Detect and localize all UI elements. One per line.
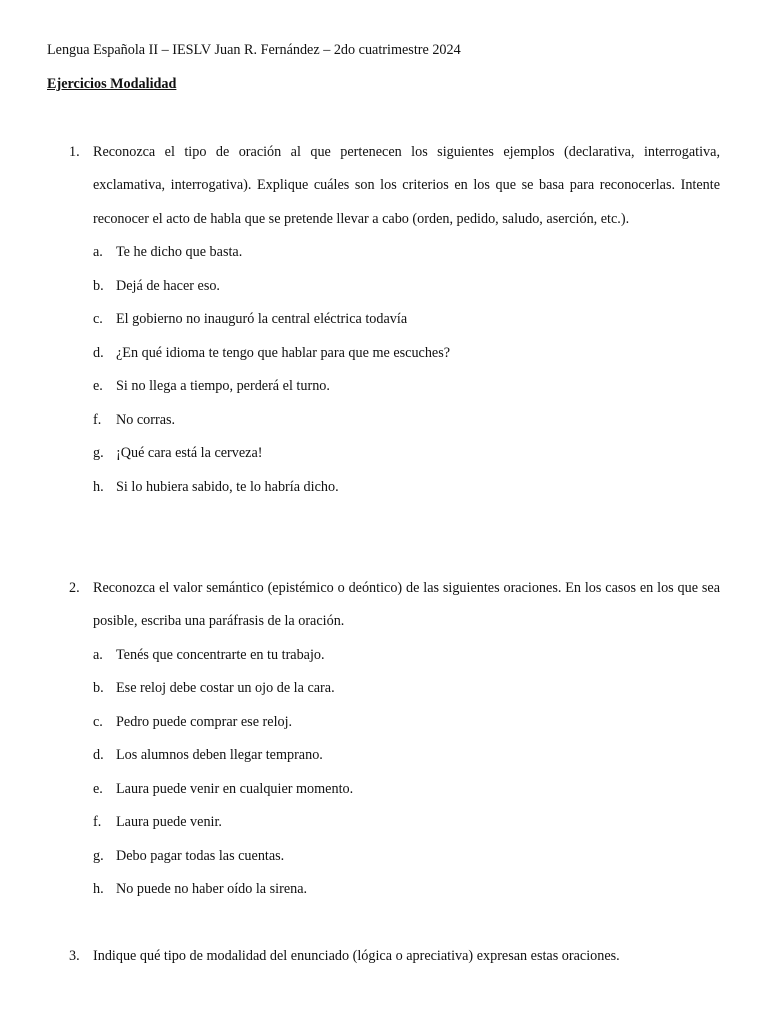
- item-text: Te he dicho que basta.: [116, 244, 243, 261]
- item-text: Si lo hubiera sabido, te lo habría dicho.: [116, 478, 339, 495]
- item-text: Debo pagar todas las cuentas.: [116, 847, 285, 864]
- list-item: [93, 337, 720, 371]
- item-text: Laura puede venir en cualquier momento.: [116, 780, 354, 797]
- item-text: Pedro puede comprar ese reloj.: [116, 713, 293, 730]
- item-text: Si no llega a tiempo, perderá el turno.: [116, 378, 330, 395]
- item-letter: a.: [93, 646, 103, 663]
- item-list: [93, 639, 720, 907]
- item-letter: b.: [93, 277, 104, 294]
- item-text: ¡Qué cara está la cerveza!: [116, 445, 263, 462]
- item-letter: f.: [93, 814, 102, 831]
- item-letter: d.: [93, 344, 104, 361]
- item-letter: h.: [93, 881, 104, 898]
- item-text: Dejá de hacer eso.: [116, 277, 220, 294]
- item-letter: d.: [93, 747, 104, 764]
- list-item: [93, 706, 720, 740]
- list-item: [93, 672, 720, 706]
- item-letter: f.: [93, 411, 102, 428]
- item-letter: g.: [93, 847, 104, 864]
- question-number: 1.: [69, 144, 80, 160]
- list-item: [93, 739, 720, 773]
- list-item: [93, 471, 720, 505]
- item-text: El gobierno no inauguró la central eléctrica todavía: [116, 311, 408, 328]
- list-item: [93, 370, 720, 404]
- item-letter: e.: [93, 378, 103, 395]
- item-letter: c.: [93, 311, 103, 328]
- item-letter: h.: [93, 478, 104, 495]
- item-letter: g.: [93, 445, 104, 462]
- list-item: [93, 437, 720, 471]
- item-text: Ese reloj debe costar un ojo de la cara.: [116, 680, 335, 697]
- item-text: ¿En qué idioma te tengo que hablar para que me escuches?: [116, 344, 451, 361]
- item-list: [93, 236, 720, 504]
- item-text: Laura puede venir.: [116, 814, 222, 831]
- list-item: [93, 639, 720, 673]
- question-1: [47, 136, 720, 504]
- list-item: [93, 840, 720, 874]
- list-item: [93, 303, 720, 337]
- question-text: Reconozca el valor semántico (epistémico o deóntico) de las siguientes oraciones. En los casos en los que sea posible, escriba una paráfrasis de la oración.: [93, 580, 720, 630]
- list-item: [93, 773, 720, 807]
- list-item: [93, 404, 720, 438]
- question-3: [47, 940, 720, 973]
- list-item: [93, 806, 720, 840]
- question-number: 2.: [69, 580, 80, 596]
- item-letter: e.: [93, 780, 103, 797]
- item-text: Los alumnos deben llegar temprano.: [116, 747, 323, 764]
- item-letter: b.: [93, 680, 104, 697]
- document-title: Ejercicios Modalidad: [47, 76, 177, 92]
- question-number: 3.: [69, 948, 80, 964]
- list-item: [93, 873, 720, 907]
- document-header: Lengua Española II – IESLV Juan R. Fernández – 2do cuatrimestre 2024: [47, 42, 461, 58]
- item-text: Tenés que concentrarte en tu trabajo.: [116, 646, 325, 663]
- question-text: Reconozca el tipo de oración al que pertenecen los siguientes ejemplos (declarativa, interrogativa, exclamativa, interrogativa). Explique cuáles son los criterios en los que se basa para reconocerlas. Intente reconocer el acto de habla que se pretende llevar a cabo (orden, pedido, saludo, aserción, etc.).: [93, 144, 720, 227]
- item-letter: a.: [93, 244, 103, 261]
- item-text: No puede no haber oído la sirena.: [116, 881, 308, 898]
- list-item: [93, 270, 720, 304]
- item-text: No corras.: [116, 411, 176, 428]
- list-item: [93, 236, 720, 270]
- question-2: [47, 572, 720, 907]
- item-letter: c.: [93, 713, 103, 730]
- question-text: Indique qué tipo de modalidad del enunciado (lógica o apreciativa) expresan estas oraciones.: [93, 948, 620, 964]
